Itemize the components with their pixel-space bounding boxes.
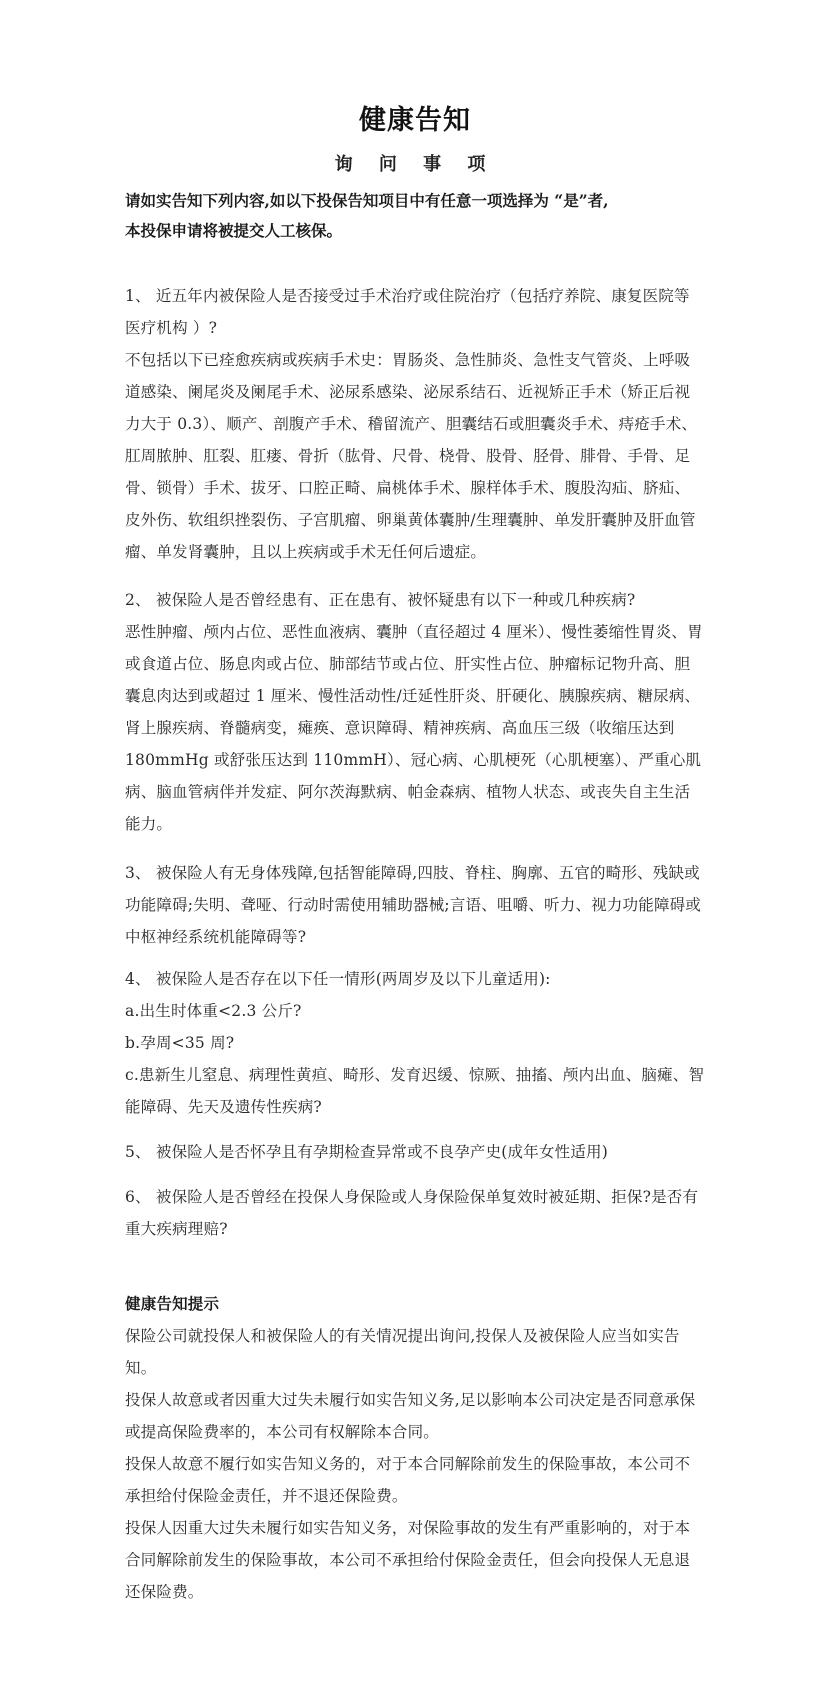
intro-line-2: 本投保申请将被提交人工核保。 [125,221,343,240]
question-4-option-b: b.孕周<35 周? [125,1034,235,1052]
intro-notice [125,186,705,246]
tips-paragraph-4: 投保人因重大过失未履行如实告知义务，对保险事故的发生有严重影响的，对于本合同解除前发生的保险事故，本公司不承担给付保险金责任，但会向投保人无息退还保险费。 [125,1519,691,1601]
question-2-detail: 恶性肿瘤、颅内占位、恶性血液病、囊肿（直径超过 4 厘米）、慢性萎缩性胃炎、胃或食道占位、肠息肉或占位、肺部结节或占位、肝实性占位、肿瘤标记物升高、胆囊息肉达到或超过 1 厘米、慢性活动性/迁延性肝炎、肝硬化、胰腺疾病、糖尿病、肾上腺疾病、脊髓病变，瘫痪、意识障碍、精神疾病、高血压三级（收缩压达到 180mmHg 或舒张压达到 110mmH）、冠心病、心肌梗死（心肌梗塞）、严重心肌病、脑血管病伴并发症、阿尔茨海默病、帕金森病、植物人状态、或丧失自主生活能力。 [125,623,703,833]
question-3-text: 3、 被保险人有无身体残障,包括智能障碍,四肢、脊柱、胸廓、五官的畸形、残缺或功能障碍;失明、聋哑、行动时需使用辅助器械;言语、咀嚼、听力、视力功能障碍或中枢神经系统机能障碍等? [125,864,702,946]
question-6 [125,1181,705,1245]
question-1-detail: 不包括以下已痊愈疾病或疾病手术史：胃肠炎、急性肺炎、急性支气管炎、上呼吸道感染、阑尾炎及阑尾手术、泌尿系感染、泌尿系结石、近视矫正手术（矫正后视力大于 0.3）、顺产、剖腹产手术、稽留流产、胆囊结石或胆囊炎手术、痔疮手术、肛周脓肿、肛裂、肛瘘、骨折（肱骨、尺骨、桡骨、股骨、胫骨、腓骨、手骨、足骨、锁骨）手术、拔牙、口腔正畸、扁桃体手术、腺样体手术、腹股沟疝、脐疝、皮外伤、软组织挫裂伤、子宫肌瘤、卵巢黄体囊肿/生理囊肿、单发肝囊肿及肝血管瘤、单发肾囊肿，且以上疾病或手术无任何后遗症。 [125,351,698,561]
question-5 [125,1136,705,1168]
question-1-text: 1、 近五年内被保险人是否接受过手术治疗或住院治疗（包括疗养院、康复医院等医疗机构 ）? [125,287,690,337]
question-1 [125,280,705,568]
tips-paragraph-3: 投保人故意不履行如实告知义务的，对于本合同解除前发生的保险事故，本公司不承担给付保险金责任，并不退还保险费。 [125,1455,691,1505]
question-4-option-c: c.患新生儿窒息、病理性黄疸、畸形、发育迟缓、惊厥、抽搐、颅内出血、脑瘫、智能障碍、先天及遗传性疾病? [125,1066,705,1116]
tips-heading: 健康告知提示 [125,1294,220,1313]
question-5-text: 5、 被保险人是否怀孕且有孕期检查异常或不良孕产史(成年女性适用) [125,1143,608,1161]
question-2-text: 2、 被保险人是否曾经患有、正在患有、被怀疑患有以下一种或几种疾病? [125,591,636,609]
question-2 [125,584,705,840]
intro-line-1: 请如实告知下列内容,如以下投保告知项目中有任意一项选择为 “是”者, [125,191,609,210]
question-4 [125,963,705,1123]
question-3 [125,857,705,953]
document-title: 健康告知 [359,105,471,136]
question-6-text: 6、 被保险人是否曾经在投保人身保险或人身保险保单复效时被延期、拒保?是否有重大疾病理赔? [125,1188,699,1238]
tips-paragraph-2: 投保人故意或者因重大过失未履行如实告知义务,足以影响本公司决定是否同意承保或提高保险费率的，本公司有权解除本合同。 [125,1391,696,1441]
document-subtitle: 询 问 事 项 [334,154,496,175]
question-4-option-a: a.出生时体重<2.3 公斤? [125,1002,302,1020]
question-4-text: 4、 被保险人是否存在以下任一情形(两周岁及以下儿童适用): [125,970,551,988]
tips-paragraph-1: 保险公司就投保人和被保险人的有关情况提出询问,投保人及被保险人应当如实告知。 [125,1327,680,1377]
tips-section [125,1288,705,1608]
